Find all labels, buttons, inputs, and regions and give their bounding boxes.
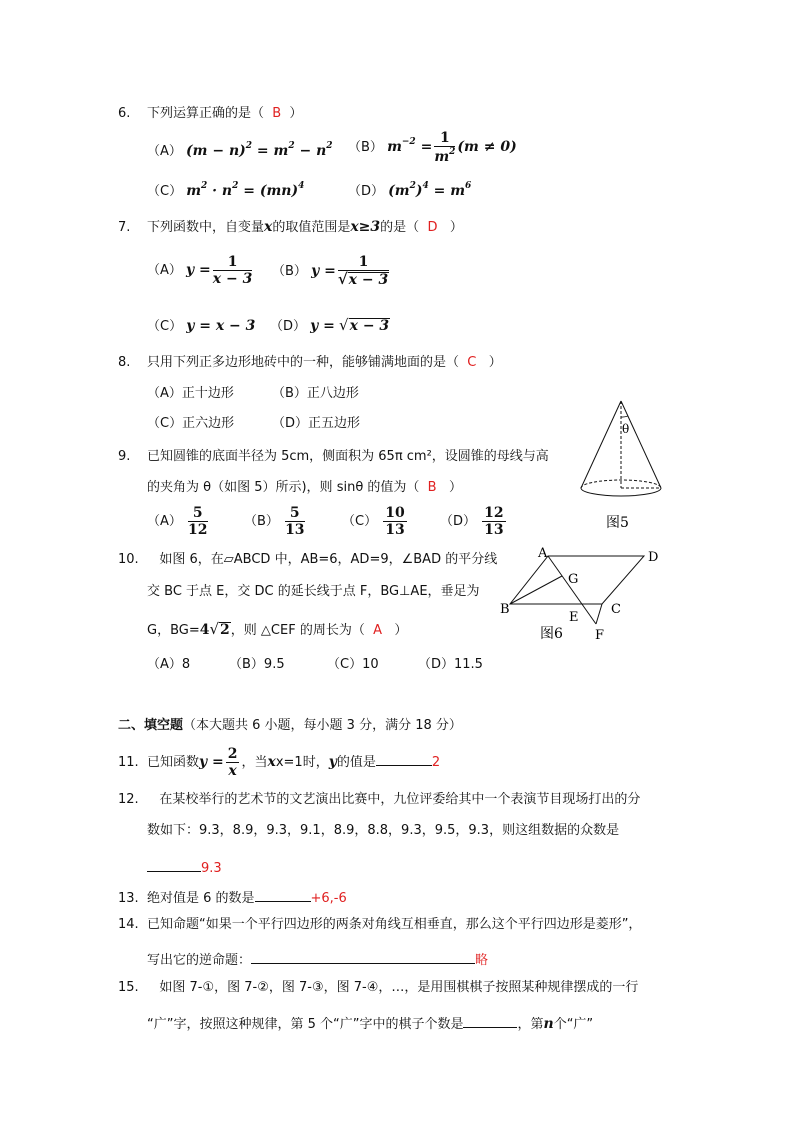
q9-option-c: （C） $\frac{10}{13}$	[342, 505, 405, 539]
q10-line3: G，BG=4√2，则 △CEF 的周长为（ A ）	[147, 620, 408, 638]
q9-line2: 的夹角为 θ（如图 5）所示)，则 sinθ 的值为（ B ）	[147, 480, 463, 495]
q7-stem: 7. 下列函数中，自变量x的取值范围是x≥3的是（ D ）	[118, 219, 463, 235]
q6-option-a: （A） $(m - n)^2 = m^2 - n^2$	[147, 141, 333, 159]
q10-line1: 10. 如图 6，在▱ABCD 中，AB=6，AD=9，∠BAD 的平分线	[118, 552, 498, 567]
q15-line2: “广”字，按照这种规律，第 5 个“广”字中的棋子个数是 ，第n个“广”	[147, 1013, 593, 1033]
q8-stem: 8. 只用下列正多边形地砖中的一种，能够铺满地面的是（ C ）	[118, 355, 502, 370]
fig6-label-f: F	[595, 628, 605, 643]
q6-answer: B	[272, 106, 282, 121]
q11: 11. 已知函数y = $\frac{2}{x}$ ，当xx=1时，y的值是 2	[118, 746, 441, 780]
q7-option-b: （B） y = $\frac{1}{√x - 3}$	[272, 254, 389, 289]
figure-5-cone	[572, 395, 672, 535]
q10-answer: A	[373, 623, 382, 638]
q9-option-d: （D） $\frac{12}{13}$	[440, 505, 504, 539]
fig6-caption: 图6	[540, 626, 563, 642]
fig5-angle-label: θ	[622, 422, 630, 436]
fig6-label-d: D	[648, 550, 659, 565]
q9-line1: 9. 已知圆锥的底面半径为 5cm，侧面积为 65π cm²，设圆锥的母线与高	[118, 449, 549, 464]
q10-option-c: （C）10	[327, 657, 379, 672]
q6-option-c: （C） $m^2 \cdot n^2 = (mn)^4$	[147, 181, 305, 199]
q9-option-a: （A） $\frac{5}{12}$	[147, 505, 208, 539]
q12-line1: 12. 在某校举行的艺术节的文艺演出比赛中，九位评委给其中一个表演节目现场打出的分	[118, 792, 641, 807]
q6-stem: 6. 下列运算正确的是（ B ）	[118, 106, 303, 121]
fig6-label-b: B	[500, 602, 510, 617]
q12-answer: 9.3	[201, 861, 222, 876]
fig5-caption: 图5	[606, 515, 629, 531]
fig6-label-e: E	[569, 610, 579, 625]
q10-option-a: （A）8	[147, 657, 191, 672]
q7-option-c: （C） y = x − 3	[147, 318, 256, 334]
q8-answer: C	[467, 355, 477, 370]
q9-option-b: （B） $\frac{5}{13}$	[244, 505, 305, 539]
q8-option-c: （C）正六边形	[147, 416, 235, 431]
q6-option-b: （B） $m^{-2}$ = $\frac{1}{m^2}$ (m ≠ 0)	[348, 130, 517, 166]
q13-answer: +6,-6	[310, 891, 347, 906]
q10-option-d: （D）11.5	[418, 657, 483, 672]
q6-option-d: （D） $(m^2)^4 = m^6$	[348, 181, 472, 199]
q10-line2: 交 BC 于点 E，交 DC 的延长线于点 F，BG⊥AE，垂足为	[147, 584, 480, 599]
q8-option-b: （B）正八边形	[272, 386, 359, 401]
figure-6-parallelogram	[498, 540, 678, 648]
q14-line1: 14. 已知命题“如果一个平行四边形的两条对角线互相垂直，那么这个平行四边形是菱形”，	[118, 917, 642, 932]
fig6-label-a: A	[538, 546, 548, 561]
q13: 13. 绝对值是 6 的数是 +6,-6	[118, 887, 347, 907]
q14-answer: 略	[475, 953, 489, 968]
q12-answer-line	[147, 857, 222, 877]
fig6-label-c: C	[611, 602, 621, 617]
q7-option-a: （A） y = $\frac{1}{x - 3}$	[147, 254, 253, 288]
q7-option-d: （D） y = √x − 3	[270, 316, 390, 334]
q14-line2: 写出它的逆命题： 略	[147, 949, 488, 969]
q8-option-d: （D）正五边形	[272, 416, 361, 431]
q12-line2: 数如下：9.3，8.9，9.3，9.1，8.9，8.8，9.3，9.5，9.3，则这组数据的众数是	[147, 823, 620, 838]
q11-answer: 2	[431, 755, 441, 771]
q10-option-b: （B）9.5	[229, 657, 285, 672]
fig6-label-g: G	[568, 572, 579, 587]
q9-answer: B	[427, 480, 437, 495]
q7-answer: D	[427, 220, 438, 235]
q15-line1: 15. 如图 7-①，图 7-②，图 7-③，图 7-④，…，是用围棋棋子按照某种规律摆成的一行	[118, 980, 639, 995]
section-2-heading: 二、填空题（本大题共 6 小题，每小题 3 分，满分 18 分）	[118, 718, 462, 733]
q8-option-a: （A）正十边形	[147, 386, 234, 401]
